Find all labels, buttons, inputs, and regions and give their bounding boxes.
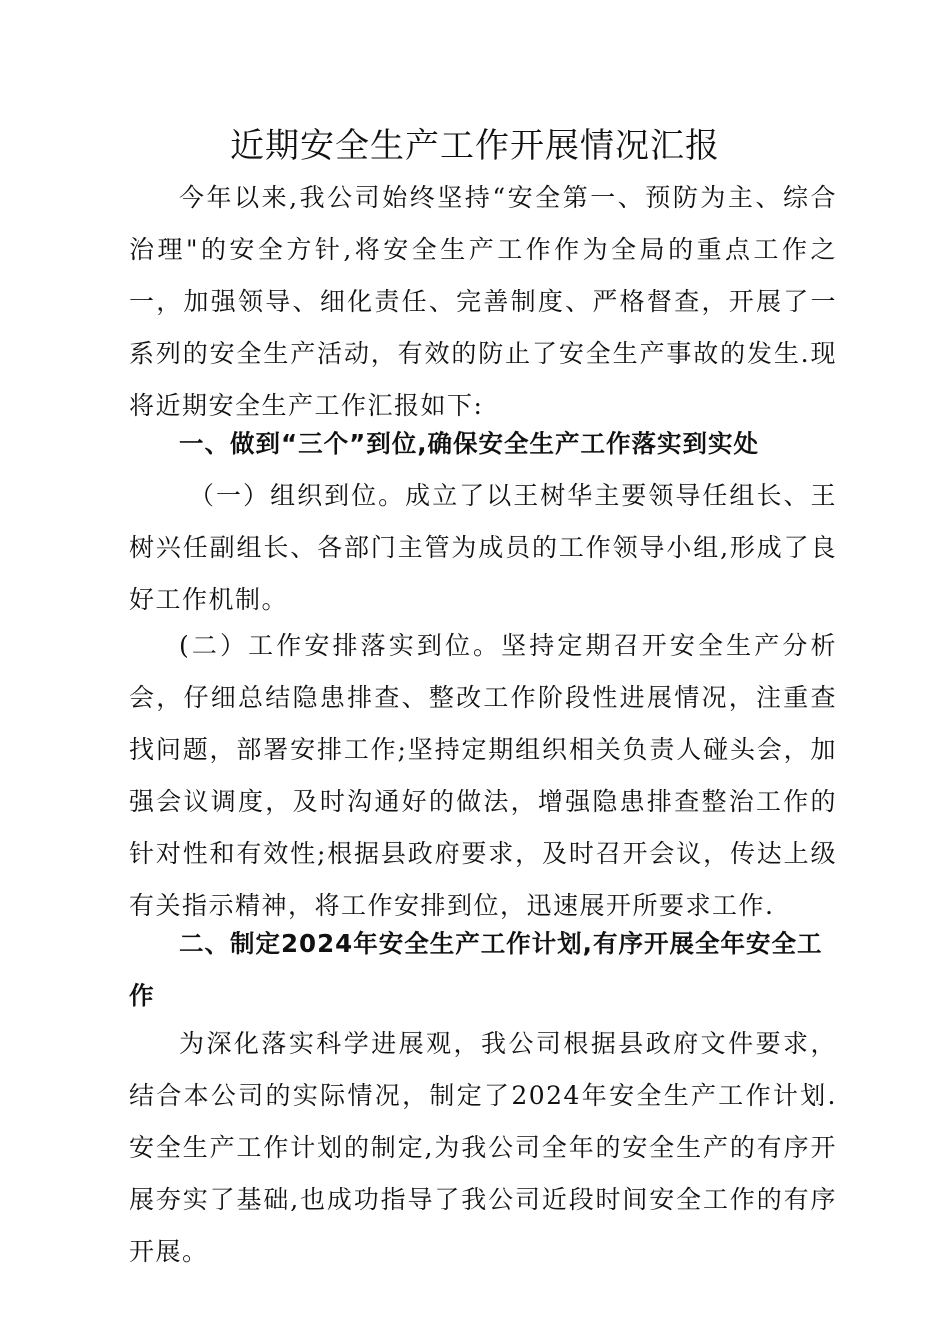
section-2-paragraph: 为深化落实科学进展观，我公司根据县政府文件要求，结合本公司的实际情况，制定了2024年安全生产工作计划.安全生产工作计划的制定,为我公司全年的安全生产的有序开展夯实了基础,也成功指导了我公司近段时间安全工作的有序开展。: [129, 1029, 837, 1266]
section-2-heading: 二、制定2024年安全生产工作计划,有序开展全年安全工作: [129, 929, 823, 1010]
section-1-item-2: (二）工作安排落实到位。坚持定期召开安全生产分析会，仔细总结隐患排查、整改工作阶段性进展情况，注重查找问题，部署安排工作;坚持定期组织相关负责人碰头会，加强会议调度，及时沟通好的做法，增强隐患排查整治工作的针对性和有效性;根据县政府要求，及时召开会议，传达上级有关指示精神，将工作安排到位，迅速展开所要求工作.: [129, 631, 837, 920]
intro-paragraph: 今年以来,我公司始终坚持“安全第一、预防为主、综合治理"的安全方针,将安全生产工作作为全局的重点工作之一，加强领导、细化责任、完善制度、严格督查，开展了一系列的安全生产活动，有效的防止了安全生产事故的发生.现将近期安全生产工作汇报如下:: [129, 183, 837, 420]
section-1-heading: 一、做到“三个”到位,确保安全生产工作落实到实处: [179, 429, 760, 458]
document-title: 近期安全生产工作开展情况汇报: [230, 126, 720, 166]
section-1-item-1: （一）组织到位。成立了以王树华主要领导任组长、王树兴任副组长、各部门主管为成员的工作领导小组,形成了良好工作机制。: [129, 481, 837, 614]
